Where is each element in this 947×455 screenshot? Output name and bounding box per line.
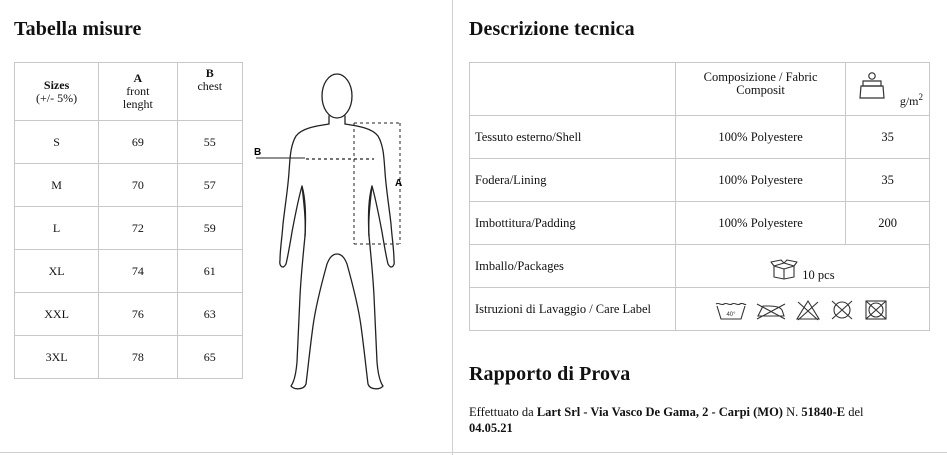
wash-40-icon	[715, 299, 747, 321]
table-row	[470, 202, 930, 245]
b-cell: 65	[177, 336, 242, 379]
a-letter: A	[133, 71, 143, 85]
tech-table-header	[470, 63, 930, 116]
size-chart-title: Tabella misure	[14, 18, 142, 40]
no-dry-clean-icon	[863, 299, 889, 321]
b-cell: 59	[177, 207, 242, 250]
table-row	[15, 121, 243, 164]
wash-temp: 40°	[726, 312, 736, 318]
composition-value: 100% Polyestere	[675, 116, 845, 159]
care-label: Istruzioni di Lavaggio / Care Label	[470, 288, 676, 331]
tech-description-title: Descrizione tecnica	[469, 18, 635, 40]
table-row	[15, 164, 243, 207]
a-cell: 72	[99, 207, 177, 250]
packages-value: 10 pcs	[802, 267, 835, 282]
size-cell: M	[15, 164, 99, 207]
b-cell: 63	[177, 293, 242, 336]
table-row	[15, 336, 243, 379]
a-line1: front	[126, 84, 150, 98]
report-date: 04.05.21	[469, 421, 513, 435]
b-cell: 55	[177, 121, 242, 164]
material-label: Fodera/Lining	[470, 159, 676, 202]
empty-header-cell	[470, 63, 676, 116]
size-col-header	[15, 63, 99, 121]
size-table-header	[15, 63, 243, 121]
column-divider	[452, 0, 453, 455]
b-cell: 61	[177, 250, 242, 293]
table-row	[470, 288, 930, 331]
report-suffix: del	[845, 405, 864, 419]
packages-value-cell	[675, 245, 929, 288]
packages-label: Imballo/Packages	[470, 245, 676, 288]
size-chart-table	[14, 62, 243, 379]
b-cell: 57	[177, 164, 242, 207]
weight-value: 200	[846, 202, 930, 245]
weight-header	[846, 63, 930, 116]
body-measurement-figure	[250, 68, 420, 398]
chest-measurement-marker	[254, 147, 374, 159]
table-row	[470, 245, 930, 288]
report-company: Lart Srl - Via Vasco De Gama, 2 - Carpi (MO)	[536, 405, 783, 419]
sizes-header: Sizes	[43, 77, 70, 92]
weight-unit-sup: 2	[918, 92, 923, 102]
a-line2: lenght	[122, 97, 153, 111]
a-cell: 78	[99, 336, 177, 379]
a-cell: 70	[99, 164, 177, 207]
composition-header	[675, 63, 845, 116]
a-cell: 76	[99, 293, 177, 336]
a-cell: 69	[99, 121, 177, 164]
no-tumble-dry-icon	[829, 299, 855, 321]
composition-value: 100% Polyestere	[675, 159, 845, 202]
body-outline	[280, 74, 394, 389]
test-report-title: Rapporto di Prova	[469, 363, 631, 385]
front-length-measurement-marker	[354, 123, 402, 244]
table-row	[15, 293, 243, 336]
no-bleach-icon	[795, 299, 821, 321]
b-letter: B	[205, 66, 214, 80]
report-number: 51840-E	[801, 405, 846, 419]
composition-value: 100% Polyestere	[675, 202, 845, 245]
composition-header-line1: Composizione / Fabric	[703, 70, 818, 84]
size-cell: XXL	[15, 293, 99, 336]
bottom-divider	[0, 452, 947, 453]
a-marker-label: A	[395, 178, 403, 189]
front-length-col-header	[99, 63, 177, 121]
weight-unit: g/m	[899, 94, 919, 108]
tech-description-table	[469, 62, 930, 331]
b-marker-label: B	[254, 147, 262, 158]
weight-value: 35	[846, 159, 930, 202]
table-row	[15, 207, 243, 250]
composition-header-line2: Composit	[736, 83, 785, 97]
chest-col-header	[177, 63, 242, 121]
table-row	[15, 250, 243, 293]
test-report-text	[469, 404, 939, 436]
no-iron-icon	[755, 299, 787, 321]
b-label: chest	[197, 79, 223, 93]
size-cell: XL	[15, 250, 99, 293]
report-middle: N.	[782, 405, 802, 419]
table-row	[470, 116, 930, 159]
report-prefix: Effettuato da	[469, 405, 537, 419]
a-cell: 74	[99, 250, 177, 293]
weight-icon	[857, 70, 887, 102]
care-icons-cell	[675, 288, 929, 331]
size-cell: S	[15, 121, 99, 164]
tolerance-header: (+/- 5%)	[36, 90, 78, 105]
packages-value-wrap	[676, 250, 929, 283]
size-cell: 3XL	[15, 336, 99, 379]
package-box-icon	[770, 258, 798, 280]
table-row	[470, 159, 930, 202]
weight-unit-label	[900, 92, 923, 109]
weight-value: 35	[846, 116, 930, 159]
size-cell: L	[15, 207, 99, 250]
material-label: Tessuto esterno/Shell	[470, 116, 676, 159]
material-label: Imbottitura/Padding	[470, 202, 676, 245]
care-icons-wrap	[676, 297, 929, 321]
